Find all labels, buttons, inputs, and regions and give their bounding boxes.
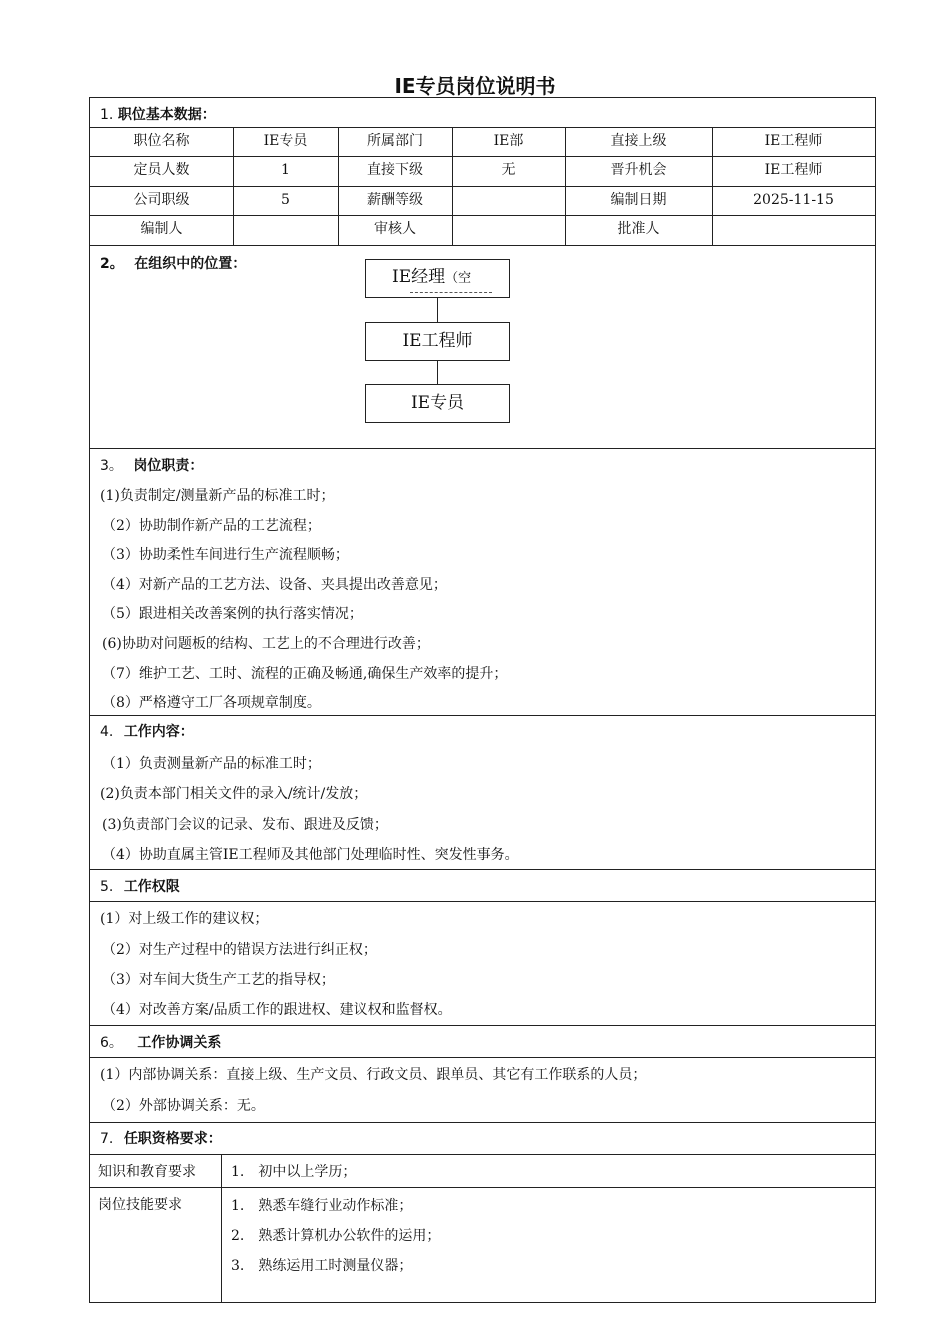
qualification-skill-item-2: 2. 熟悉计算机办公软件的运用； [231,1228,441,1244]
content-item-4: （4）协助直属主管IE工程师及其他部门处理临时性、突发性事务。 [102,847,519,863]
value-compile-date: 2025-11-15 [753,192,834,208]
label-approver: 批准人 [617,221,660,237]
label-position-name: 职位名称 [133,133,190,149]
qualification-skill-item-3: 3. 熟练运用工时测量仪器； [231,1258,413,1274]
coordination-item-1: (1）内部协调关系：直接上级、生产文员、行政文员、跟单员、其它有工作联系的人员； [100,1067,647,1083]
section-1-title: 职位基本数据： [117,107,216,123]
section-4-title: 工作内容： [123,724,194,740]
value-headcount: 1 [281,162,290,178]
qualification-label-education: 知识和教育要求 [98,1164,196,1180]
section-3-heading [100,455,203,475]
section-3-number: 3。 [100,458,123,474]
duty-item-7: （7）维护工艺、工时、流程的正确及畅通,确保生产效率的提升； [102,666,508,682]
org-box-ie-engineer: IE工程师 [365,322,510,361]
qualification-label-skills: 岗位技能要求 [98,1197,182,1213]
duty-item-2: （2）协助制作新产品的工艺流程； [102,518,321,534]
org-ie-manager-note: （空 [445,271,472,286]
authority-item-3: （3）对车间大货生产工艺的指导权； [102,972,335,988]
section-6-heading [100,1032,221,1052]
authority-item-4: （4）对改善方案/品质工作的跟进权、建议权和监督权。 [102,1002,452,1018]
qualification-education-item-1: 1. 初中以上学历； [231,1164,357,1180]
qualification-skill-item-1: 1. 熟悉车缝行业动作标准； [231,1198,413,1214]
content-item-2: (2)负责本部门相关文件的录入/统计/发放； [100,786,368,802]
authority-item-1: (1）对上级工作的建议权； [100,911,269,927]
value-promotion: IE工程师 [764,162,823,178]
duty-item-1: (1)负责制定/测量新产品的标准工时； [100,488,335,504]
section-7-heading [100,1128,222,1148]
section-5-title: 工作权限 [123,879,180,895]
org-ie-manager-label: IE经理 [392,267,446,287]
authority-item-2: （2）对生产过程中的错误方法进行纠正权； [102,942,377,958]
duty-item-6: (6)协助对问题板的结构、工艺上的不合理进行改善； [102,636,430,652]
label-company-grade: 公司职级 [133,192,190,208]
duty-item-3: （3）协助柔性车间进行生产流程顺畅； [102,547,349,563]
value-reviewer [452,215,565,244]
section-3-title: 岗位职责： [133,458,204,474]
label-reviewer: 审核人 [374,221,416,237]
label-compile-date: 编制日期 [610,192,667,208]
section-4-number: 4. [100,724,114,740]
value-direct-subordinate: 无 [501,162,516,178]
duty-item-8: （8）严格遵守工厂各项规章制度。 [102,695,321,711]
job-description-form [89,97,876,1303]
label-compiler: 编制人 [140,221,183,237]
label-headcount: 定员人数 [133,162,190,178]
label-department: 所属部门 [367,133,423,149]
label-promotion: 晋升机会 [610,162,667,178]
value-department: IE部 [493,133,524,149]
value-position-name: IE专员 [263,133,308,149]
section-6-title: 工作协调关系 [137,1035,222,1051]
section-2-heading [100,253,246,273]
value-direct-superior: IE工程师 [764,133,823,149]
content-item-3: (3)负责部门会议的记录、发布、跟进及反馈； [102,817,388,833]
content-item-1: （1）负责测量新产品的标准工时； [102,756,321,772]
duty-item-4: （4）对新产品的工艺方法、设备、夹具提出改善意见； [102,577,447,593]
section-7-title: 任职资格要求： [123,1131,222,1147]
section-2-number: 2。 [100,256,124,272]
section-7-number: 7. [100,1131,114,1147]
section-5-number: 5. [100,879,114,895]
label-salary-grade: 薪酬等级 [367,192,423,208]
org-box-ie-specialist: IE专员 [365,384,510,423]
section-5-heading [100,876,180,896]
section-6-number: 6。 [100,1035,123,1051]
coordination-item-2: （2）外部协调关系：无。 [102,1098,265,1114]
section-2-title: 在组织中的位置： [134,256,247,272]
label-direct-superior: 直接上级 [610,133,667,149]
value-approver [712,215,875,244]
value-compiler [233,215,338,244]
section-4-heading [100,721,194,741]
value-salary-grade [452,186,565,215]
duty-item-5: （5）跟进相关改善案例的执行落实情况； [102,606,363,622]
section-1-number: 1. [100,107,114,123]
value-company-grade: 5 [281,192,290,208]
label-direct-subordinate: 直接下级 [367,162,423,178]
document-title: IE专员岗位说明书 [394,74,556,98]
section-1-heading [100,104,216,124]
